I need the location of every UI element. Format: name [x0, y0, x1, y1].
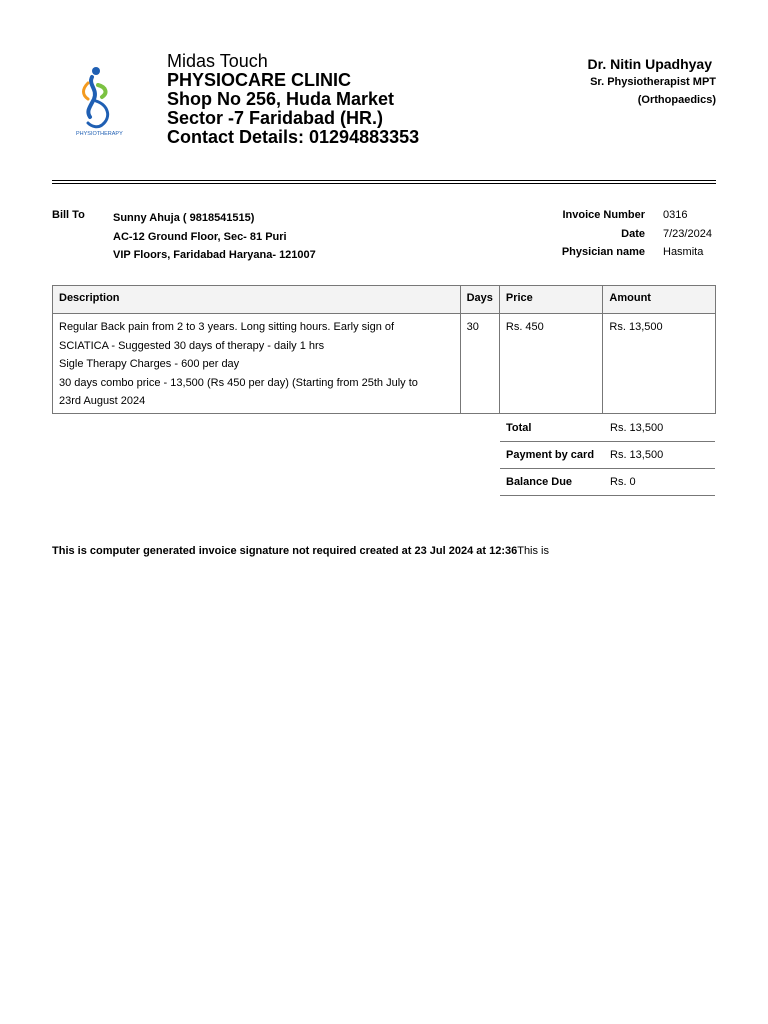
doctor-info	[588, 55, 716, 109]
column-header-description: Description	[53, 286, 461, 314]
clinic-contact: Contact Details: 01294883353	[167, 127, 420, 147]
balance-row	[500, 469, 715, 496]
description-line: Regular Back pain from 2 to 3 years. Long sitting hours. Early sign of	[59, 321, 395, 333]
description-line: Sigle Therapy Charges - 600 per day	[59, 358, 240, 370]
clinic-address-line1: Shop No 256, Huda Market	[167, 89, 395, 109]
physician-value: Hasmita	[663, 246, 704, 258]
column-header-price: Price	[499, 286, 603, 314]
invoice-number-label: Invoice Number	[562, 209, 645, 221]
footer-note-tail: This is	[517, 545, 549, 557]
invoice-meta	[500, 209, 716, 265]
clinic-logo	[52, 55, 150, 151]
description-line: 30 days combo price - 13,500 (Rs 450 per day) (Starting from 25th July to	[59, 376, 418, 389]
clinic-info	[167, 52, 419, 147]
header-divider-bottom	[52, 183, 716, 184]
table-row	[53, 314, 716, 414]
invoice-number-row	[500, 209, 716, 228]
bill-to-name: Sunny Ahuja ( 9818541515)	[113, 212, 255, 224]
clinic-name: PHYSIOCARE CLINIC	[167, 70, 352, 90]
logo-text: PHYSIOTHERAPY	[76, 131, 123, 137]
item-price: Rs. 450	[499, 314, 603, 414]
invoice-date-value: 7/23/2024	[663, 227, 712, 240]
footer-note	[52, 545, 549, 557]
invoice-date-row	[500, 228, 716, 247]
item-amount: Rs. 13,500	[603, 314, 716, 414]
bill-to-label: Bill To	[52, 209, 85, 221]
physiotherapy-logo-icon	[52, 55, 150, 151]
balance-value: Rs. 0	[610, 476, 636, 488]
total-row	[500, 415, 715, 442]
doctor-specialty: (Orthopaedics)	[637, 94, 716, 106]
clinic-address-line2: Sector -7 Faridabad (HR.)	[167, 108, 384, 128]
invoice-date-label: Date	[621, 227, 645, 240]
bill-to-address-line2: VIP Floors, Faridabad Haryana- 121007	[113, 249, 316, 261]
description-line: 23rd August 2024	[59, 395, 146, 407]
bill-to-block	[113, 209, 316, 265]
header-divider-top	[52, 180, 716, 181]
footer-note-bold: This is computer generated invoice signature not required created at 23 Jul 2024 at 12:36	[52, 545, 518, 557]
invoice-items-table	[52, 285, 716, 414]
clinic-brand: Midas Touch	[167, 51, 268, 71]
column-header-days: Days	[460, 286, 499, 314]
physician-row	[500, 246, 716, 265]
item-description	[53, 314, 461, 414]
invoice-number-value: 0316	[663, 209, 688, 221]
item-days: 30	[460, 314, 499, 414]
column-header-amount: Amount	[603, 286, 716, 314]
description-line: SCIATICA - Suggested 30 days of therapy - daily 1 hrs	[59, 339, 325, 352]
totals-block	[500, 415, 715, 496]
payment-value: Rs. 13,500	[610, 449, 664, 461]
total-value: Rs. 13,500	[610, 422, 664, 434]
balance-label: Balance Due	[506, 476, 573, 488]
payment-row	[500, 442, 715, 469]
total-label: Total	[506, 422, 532, 434]
doctor-title: Sr. Physiotherapist MPT	[590, 76, 716, 88]
table-header-row	[53, 286, 716, 314]
bill-to-address-line1: AC-12 Ground Floor, Sec- 81 Puri	[113, 230, 287, 243]
payment-label: Payment by card	[506, 449, 595, 461]
physician-label: Physician name	[561, 246, 645, 258]
doctor-name: Dr. Nitin Upadhyay	[587, 56, 712, 72]
